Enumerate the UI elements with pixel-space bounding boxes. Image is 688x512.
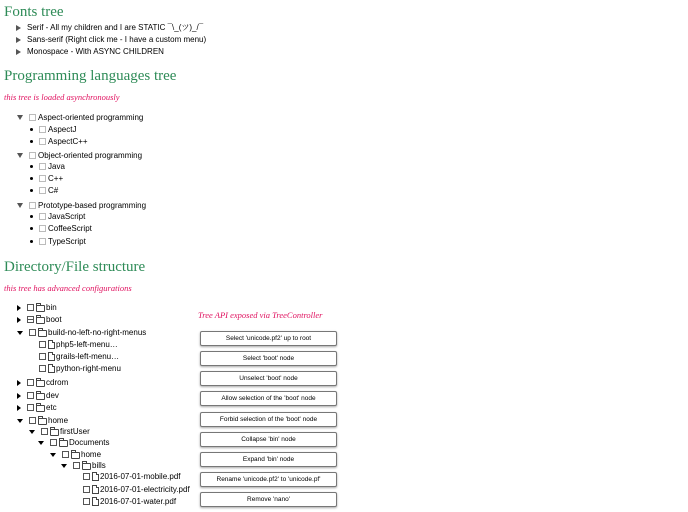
file-icon [92, 497, 99, 506]
node-label[interactable]: home [81, 450, 102, 459]
bullet-icon [30, 189, 33, 192]
dir-node-electricity-pdf[interactable] [83, 484, 190, 495]
file-icon [48, 364, 55, 373]
node-label[interactable]: Documents [69, 438, 110, 447]
node-checkbox[interactable] [39, 138, 46, 145]
folder-icon [71, 452, 80, 459]
bullet-icon [30, 227, 33, 230]
node-label[interactable]: bin [46, 303, 57, 312]
node-checkbox[interactable] [29, 417, 36, 424]
tree-api-title: Tree API exposed via TreeController [198, 310, 323, 320]
dir-node-php5[interactable] [39, 339, 118, 350]
dir-node-mobile-pdf[interactable] [83, 471, 181, 482]
expand-arrow-icon[interactable] [17, 393, 21, 399]
tree-item-cpp[interactable] [30, 173, 63, 184]
expand-arrow-icon[interactable] [17, 317, 21, 323]
node-label[interactable]: 2016-07-01-electricity.pdf [100, 485, 190, 494]
node-label[interactable]: C++ [48, 174, 64, 183]
collapse-bin-button[interactable]: Collapse 'bin' node [200, 432, 337, 447]
expand-arrow-icon[interactable] [17, 305, 21, 311]
folder-icon [59, 440, 68, 447]
tree-item-aspectj[interactable] [30, 124, 76, 135]
tree-group-aspect[interactable] [17, 112, 143, 123]
node-checkbox[interactable] [27, 304, 34, 311]
folder-icon [50, 429, 59, 436]
expand-arrow-icon[interactable] [16, 49, 21, 55]
node-label[interactable]: 2016-07-01-water.pdf [100, 497, 177, 506]
node-label[interactable]: AspectC++ [48, 137, 88, 146]
node-checkbox[interactable] [41, 428, 48, 435]
node-checkbox[interactable] [39, 126, 46, 133]
node-checkbox[interactable] [39, 187, 46, 194]
dir-node-cdrom[interactable] [17, 377, 68, 388]
programming-tree-title: Programming languages tree [4, 68, 177, 84]
node-label[interactable]: python-right-menu [56, 364, 121, 373]
folder-icon [36, 380, 45, 387]
node-checkbox[interactable] [39, 341, 46, 348]
node-checkbox[interactable] [27, 404, 34, 411]
collapse-arrow-icon[interactable] [29, 430, 35, 434]
dir-node-etc[interactable] [17, 402, 57, 413]
dir-node-home-inner[interactable] [50, 449, 101, 460]
node-label[interactable]: bills [92, 461, 106, 470]
rename-unicode-button[interactable]: Rename 'unicode.pf2' to 'unicode.pf' [200, 472, 337, 487]
tree-item-typescript[interactable] [30, 236, 86, 247]
expand-arrow-icon[interactable] [16, 37, 21, 43]
folder-icon [36, 305, 45, 312]
tree-item-java[interactable] [30, 161, 65, 172]
dir-node-bills[interactable] [61, 460, 106, 471]
node-checkbox[interactable] [29, 329, 36, 336]
node-checkbox[interactable] [39, 213, 46, 220]
node-label[interactable]: TypeScript [48, 237, 86, 246]
folder-icon [38, 330, 47, 337]
dir-node-boot[interactable] [17, 314, 62, 325]
node-checkbox[interactable] [83, 498, 90, 505]
node-label[interactable]: Monospace - With ASYNC CHILDREN [27, 47, 164, 56]
node-checkbox[interactable] [39, 365, 46, 372]
node-checkbox[interactable] [83, 486, 90, 493]
node-checkbox[interactable] [29, 202, 36, 209]
tree-item-csharp[interactable] [30, 185, 58, 196]
select-boot-button[interactable]: Select 'boot' node [200, 351, 337, 366]
fonts-tree-node-serif[interactable] [16, 22, 203, 33]
node-checkbox[interactable] [39, 163, 46, 170]
node-label[interactable]: JavaScript [48, 212, 86, 221]
bullet-icon [30, 128, 33, 131]
file-icon [92, 472, 99, 481]
folder-icon [82, 463, 91, 470]
node-label[interactable]: C# [48, 186, 59, 195]
unselect-boot-button[interactable]: Unselect 'boot' node [200, 371, 337, 386]
node-label[interactable]: etc [46, 403, 57, 412]
node-label[interactable]: Serif - All my children and I are STATIC ¯\_(ツ)_/¯ [27, 23, 204, 32]
folder-icon [38, 418, 47, 425]
collapse-arrow-icon[interactable] [50, 453, 56, 457]
forbid-boot-selection-button[interactable]: Forbid selection of the 'boot' node [200, 412, 337, 427]
tree-item-aspectcpp[interactable] [30, 136, 88, 147]
directory-tree-title: Directory/File structure [4, 259, 146, 275]
bullet-icon [30, 177, 33, 180]
node-checkbox[interactable] [62, 451, 69, 458]
node-label[interactable]: AspectJ [48, 125, 77, 134]
dir-node-python[interactable] [39, 363, 121, 374]
node-label[interactable]: grails-left-menu… [56, 352, 120, 361]
node-checkbox[interactable] [27, 316, 34, 323]
expand-arrow-icon[interactable] [17, 380, 21, 386]
bullet-icon [30, 215, 33, 218]
node-checkbox[interactable] [50, 439, 57, 446]
node-checkbox[interactable] [83, 473, 90, 480]
collapse-arrow-icon[interactable] [61, 464, 67, 468]
fonts-tree-node-sans-serif[interactable] [16, 34, 206, 45]
node-checkbox[interactable] [39, 238, 46, 245]
dir-node-home[interactable] [17, 415, 68, 426]
dir-node-firstuser[interactable] [29, 426, 90, 437]
node-checkbox[interactable] [39, 225, 46, 232]
collapse-arrow-icon[interactable] [17, 153, 23, 158]
node-label[interactable]: home [48, 416, 69, 425]
node-label[interactable]: CoffeeScript [48, 224, 92, 233]
node-label[interactable]: boot [46, 315, 62, 324]
collapse-arrow-icon[interactable] [17, 115, 23, 120]
dir-node-grails[interactable] [39, 351, 119, 362]
node-label[interactable]: build-no-left-no-right-menus [48, 328, 147, 337]
node-label[interactable]: Sans-serif (Right click me - I have a custom menu) [27, 35, 207, 44]
tree-item-coffeescript[interactable] [30, 223, 92, 234]
node-checkbox[interactable] [27, 392, 34, 399]
node-label[interactable]: Java [48, 162, 65, 171]
node-checkbox[interactable] [29, 152, 36, 159]
fonts-tree-title: Fonts tree [4, 4, 64, 20]
folder-icon [36, 405, 45, 412]
collapse-arrow-icon[interactable] [17, 331, 23, 335]
dir-node-dev[interactable] [17, 390, 59, 401]
bullet-icon [30, 165, 33, 168]
fonts-tree-node-monospace[interactable] [16, 46, 164, 57]
expand-arrow-icon[interactable] [16, 25, 21, 31]
node-label[interactable]: cdrom [46, 378, 69, 387]
tree-group-object[interactable] [17, 150, 142, 161]
node-label[interactable]: Object-oriented programming [38, 151, 143, 160]
programming-tree-note: this tree is loaded asynchronously [4, 92, 120, 102]
tree-item-javascript[interactable] [30, 211, 85, 222]
node-checkbox[interactable] [29, 114, 36, 121]
node-checkbox[interactable] [73, 462, 80, 469]
folder-icon [36, 317, 45, 324]
dir-node-build[interactable] [17, 327, 146, 338]
dir-node-water-pdf[interactable] [83, 496, 176, 507]
node-checkbox[interactable] [39, 353, 46, 360]
file-icon [48, 352, 55, 361]
expand-arrow-icon[interactable] [17, 405, 21, 411]
node-label[interactable]: 2016-07-01-mobile.pdf [100, 472, 181, 481]
file-icon [92, 485, 99, 494]
node-label[interactable]: php5-left-menu… [56, 340, 118, 349]
allow-boot-selection-button[interactable]: Allow selection of the 'boot' node [200, 391, 337, 406]
dir-node-documents[interactable] [38, 437, 109, 448]
bullet-icon [30, 140, 33, 143]
collapse-arrow-icon[interactable] [38, 441, 44, 445]
directory-tree-note: this tree has advanced configurations [4, 283, 132, 293]
dir-node-bin[interactable] [17, 302, 57, 313]
collapse-arrow-icon[interactable] [17, 203, 23, 208]
folder-icon [36, 393, 45, 400]
file-icon [48, 340, 55, 349]
collapse-arrow-icon[interactable] [17, 419, 23, 423]
node-checkbox[interactable] [27, 379, 34, 386]
bullet-icon [30, 240, 33, 243]
node-label[interactable]: dev [46, 391, 59, 400]
remove-nano-button[interactable]: Remove 'nano' [200, 492, 337, 507]
select-unicode-button[interactable]: Select 'unicode.pf2' up to root [200, 331, 337, 346]
node-label[interactable]: Prototype-based programming [38, 201, 147, 210]
node-label[interactable]: firstUser [60, 427, 90, 436]
node-checkbox[interactable] [39, 175, 46, 182]
tree-group-prototype[interactable] [17, 200, 146, 211]
expand-bin-button[interactable]: Expand 'bin' node [200, 452, 337, 467]
node-label[interactable]: Aspect-oriented programming [38, 113, 144, 122]
